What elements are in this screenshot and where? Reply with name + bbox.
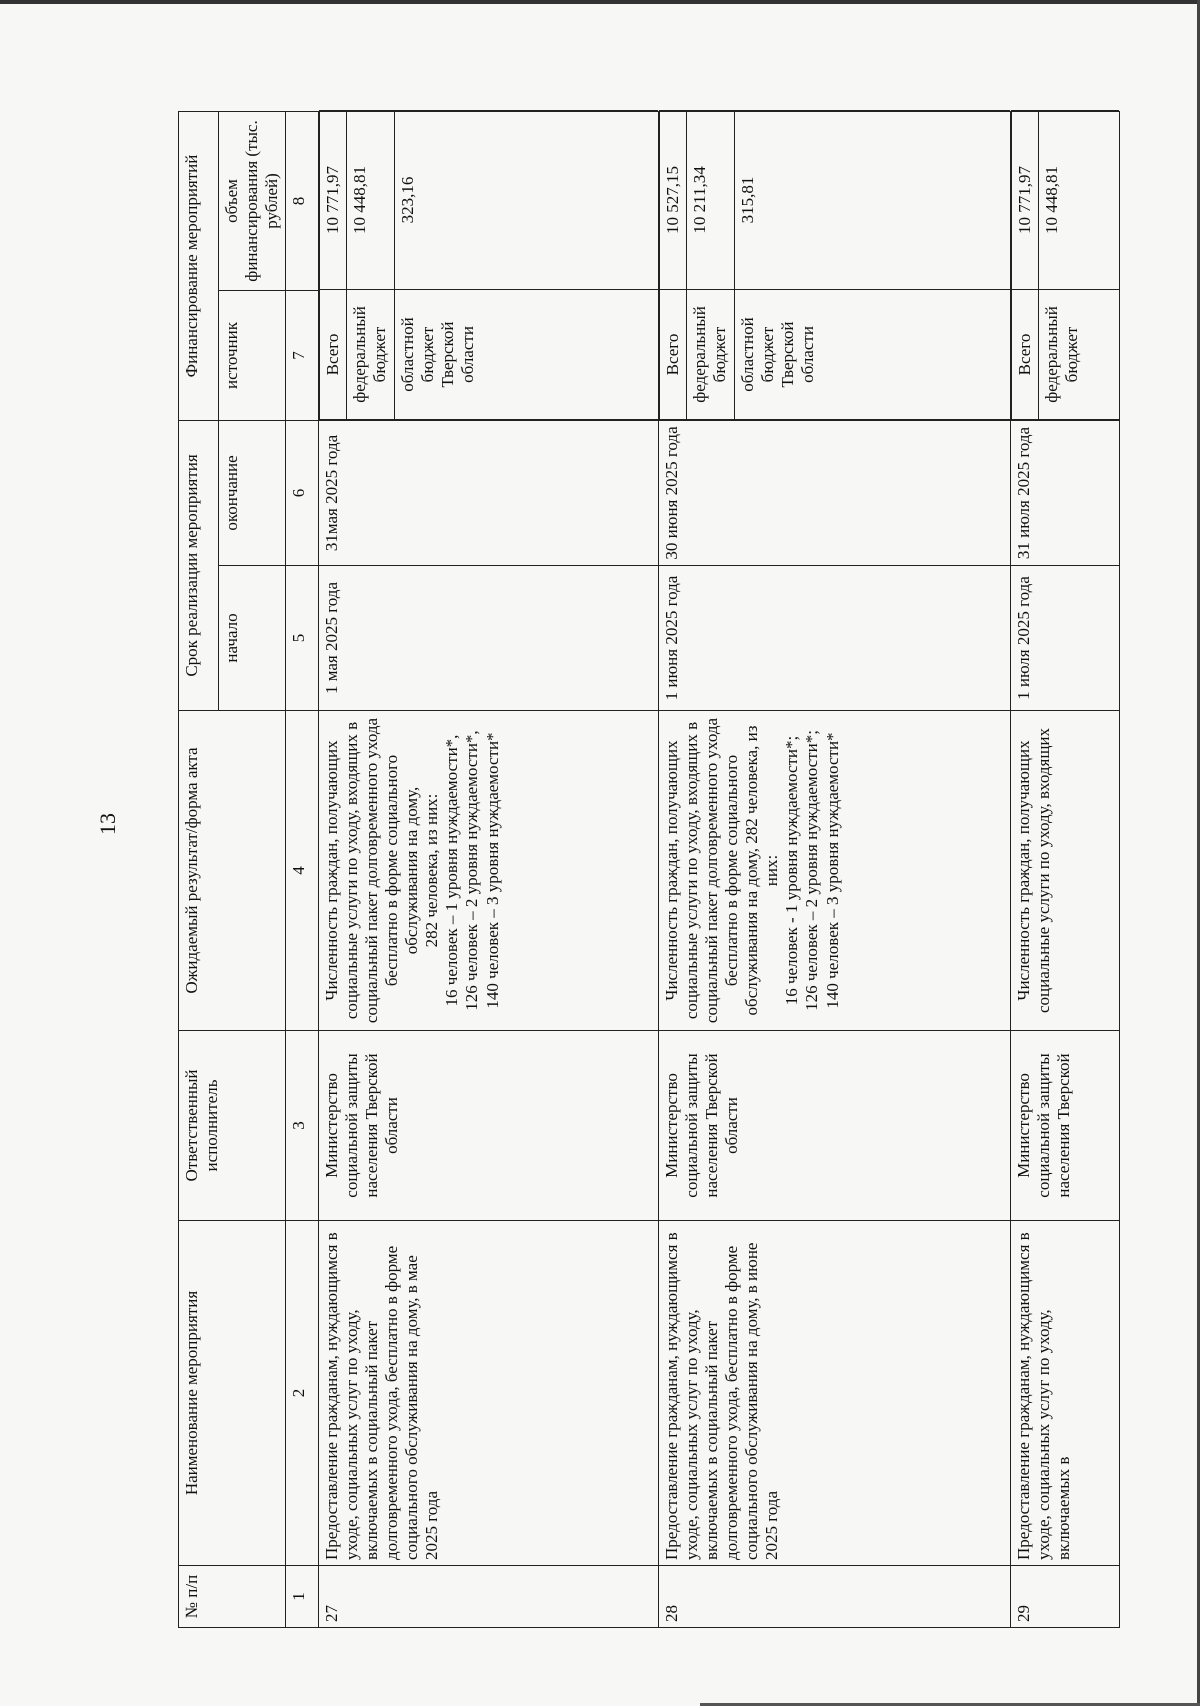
row-end: 30 июня 2025 года	[659, 420, 1011, 565]
row-result	[1011, 711, 1120, 1031]
result-line: Численность граждан, получающих социальные услуги по уходу, входящих в социальный пакет долговременного ухода бесплатно в форме социального обслуживания на дому, 282 человека, из них:	[662, 717, 782, 1024]
result-line: 282 человека, из них:	[422, 793, 442, 948]
header-source: источник	[219, 290, 286, 420]
row-num: 29	[1011, 1566, 1120, 1628]
row-finance	[1011, 111, 1120, 420]
finance-amount: 10 771,97	[320, 110, 347, 289]
header-start: начало	[219, 566, 286, 711]
result-line: 140 человек – 3 уровня нуждаемости*	[482, 732, 502, 1009]
finance-subtable	[659, 110, 1010, 420]
events-table	[178, 111, 1120, 1628]
finance-source: областной бюджет Тверской области	[735, 289, 1010, 419]
row-executor: Министерство социальной защиты населения Тверской области	[659, 1031, 1011, 1221]
finance-amount: 10 771,97	[1012, 110, 1039, 289]
column-number: 4	[286, 711, 319, 1031]
header-amount: объем финансирования (тыс. рублей)	[219, 111, 286, 290]
column-number: 5	[286, 566, 319, 711]
header-num: № п/п	[179, 1566, 286, 1628]
header-end: окончание	[219, 420, 286, 565]
finance-subtable	[319, 110, 658, 420]
finance-source: федеральный бюджет	[1039, 289, 1119, 419]
result-line: 16 человек - 1 уровня нуждаемости*;	[782, 735, 802, 1006]
result-line: 140 человек – 3 уровня нуждаемости*	[822, 732, 842, 1009]
finance-amount: 10 448,81	[347, 110, 395, 289]
row-executor: Министерство социальной защиты населения Тверской	[1011, 1031, 1120, 1221]
column-number: 2	[286, 1221, 319, 1566]
finance-source: Всего	[1012, 289, 1039, 419]
finance-amount: 10 527,15	[660, 110, 687, 289]
header-name: Наименование мероприятия	[179, 1221, 286, 1566]
row-num: 27	[319, 1566, 659, 1628]
row-end: 31мая 2025 года	[319, 420, 659, 565]
finance-source: федеральный бюджет	[347, 289, 395, 419]
result-line: Численность граждан, получающих социальные услуги по уходу, входящих	[1014, 727, 1054, 1014]
row-result	[319, 711, 659, 1031]
row-name: Предоставление гражданам, нуждающимся в уходе, социальных услуг по уходу, включаемых в социальный пакет долговременного ухода, бесплатно в форме социального обслуживания на дому, в июне 2025 года	[659, 1221, 1011, 1566]
rotated-table-container	[178, 112, 1120, 1628]
row-start: 1 мая 2025 года	[319, 566, 659, 711]
row-finance	[659, 111, 1011, 420]
row-executor: Министерство социальной защиты населения Тверской области	[319, 1031, 659, 1221]
row-name: Предоставление гражданам, нуждающимся в уходе, социальных услуг по уходу, включаемых в	[1011, 1221, 1120, 1566]
row-end: 31 июля 2025 года	[1011, 420, 1120, 565]
column-number: 3	[286, 1031, 319, 1221]
table-row	[1011, 111, 1120, 1627]
scan-edge-top	[0, 0, 1200, 4]
finance-amount: 323,16	[395, 110, 658, 289]
column-number: 1	[286, 1566, 319, 1628]
finance-subtable	[1011, 110, 1119, 420]
finance-source: федеральный бюджет	[687, 289, 735, 419]
row-num: 28	[659, 1566, 1011, 1628]
row-start: 1 июня 2025 года	[659, 566, 1011, 711]
page-number: 13	[95, 813, 120, 835]
finance-source: Всего	[660, 289, 687, 419]
row-start: 1 июля 2025 года	[1011, 566, 1120, 711]
finance-source: Всего	[320, 289, 347, 419]
finance-source: областной бюджет Тверской области	[395, 289, 658, 419]
header-executor: Ответственный исполнитель	[179, 1031, 286, 1221]
header-result: Ожидаемый результат/форма акта	[179, 711, 286, 1031]
finance-amount: 10 211,34	[687, 110, 735, 289]
result-line: 126 человек – 2 уровня нуждаемости*,	[462, 730, 482, 1011]
table-row	[659, 111, 1011, 1627]
finance-amount: 315,81	[735, 110, 1010, 289]
row-finance	[319, 111, 659, 420]
result-line: 16 человек – 1 уровня нуждаемости*,	[442, 734, 462, 1007]
header-period: Срок реализации мероприятия	[179, 420, 219, 710]
column-number: 6	[286, 420, 319, 565]
column-number: 7	[286, 290, 319, 420]
table-row	[319, 111, 659, 1627]
result-line: Численность граждан, получающих социальные услуги по уходу, входящих в социальный пакет долговременного ухода бесплатно в форме социального обслуживания на дому,	[322, 717, 422, 1024]
column-number: 8	[286, 111, 319, 290]
finance-amount: 10 448,81	[1039, 110, 1119, 289]
row-result	[659, 711, 1011, 1031]
row-name: Предоставление гражданам, нуждающимся в уходе, социальных услуг по уходу, включаемых в социальный пакет долговременного ухода, бесплатно в форме социального обслуживания на дому, в мае 2025 года	[319, 1221, 659, 1566]
header-finance: Финансирование мероприятий	[179, 111, 219, 420]
result-line: 126 человек – 2 уровня нуждаемости*;	[802, 730, 822, 1011]
